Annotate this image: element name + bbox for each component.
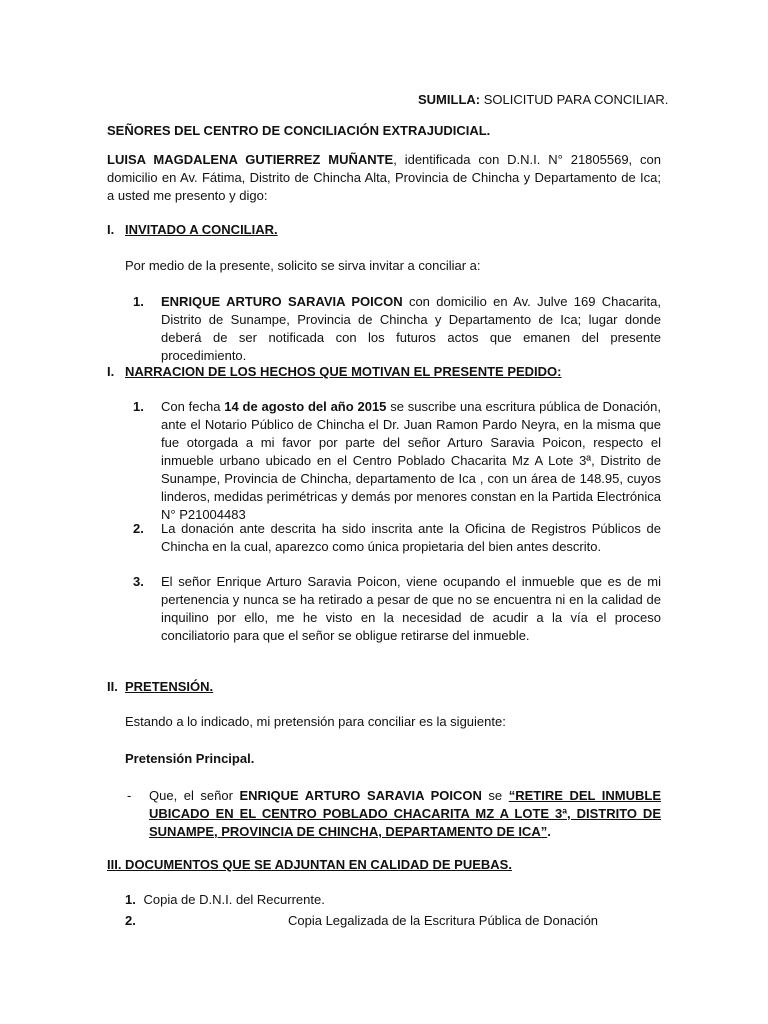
sumilla-text: SOLICITUD PARA CONCILIAR. — [480, 92, 669, 107]
fact-text-1 — [161, 398, 661, 524]
invitee-number: 1. — [133, 294, 144, 309]
fact-number-3: 3. — [133, 574, 144, 589]
invitee-text — [161, 293, 661, 365]
section4-title: III. DOCUMENTOS QUE SE ADJUNTAN EN CALIDAD DE PUEBAS. — [107, 857, 512, 872]
sumilla-label: SUMILLA: — [418, 92, 481, 107]
fact1-post: se suscribe una escritura pública de Donación, ante el Notario Público de Chincha el Dr. Juan Ramon Pardo Neyra, en la misma que fue otorgada a mi favor por parte del señor Arturo Saravia Poicon, respecto el inmueble urbano ubicado en el Centro Poblado Chacarita Mz A Lote 3ª, Distrito de Sunampe, Provincia de Chincha, departamento de Ica , con un área de 148.95, cuyos linderos, medidas perimétricas y demás por menores constan en la Partida Electrónica N° P21004483 — [161, 399, 661, 522]
fact-text-2: La donación ante descrita ha sido inscrita ante la Oficina de Registros Públicos de Chincha en la cual, aparezco como única propietaria del bien antes descrito. — [161, 521, 661, 554]
fact-number-2: 2. — [133, 521, 144, 536]
intro-paragraph — [107, 151, 661, 205]
section1-numeral: I. — [107, 222, 115, 237]
section1-title: INVITADO A CONCILIAR. — [125, 222, 278, 237]
document-item-2 — [125, 912, 625, 930]
section2-numeral: I. — [107, 364, 115, 379]
applicant-name: LUISA MAGDALENA GUTIERREZ MUÑANTE — [107, 152, 394, 167]
invitee-details: con domicilio en Av. Julve 169 Chacarita, Distrito de Sunampe, Provincia de Chincha y Departamento de Ica; lugar donde deberá de ser notificada con los futuros actos que emanen del presente procedimiento. — [161, 294, 661, 363]
claim-text — [149, 787, 661, 841]
claim-bullet: - — [127, 788, 132, 803]
claim-end: . — [547, 824, 551, 839]
document-item-1 — [125, 891, 625, 909]
intro-text: , identificada con D.N.I. N° 21805569, con domicilio en Av. Fátima, Distrito de Chincha Alta, Provincia de Chincha y Departamento de Ica; a usted me presento y digo: — [107, 152, 661, 203]
fact-text-3: El señor Enrique Arturo Saravia Poicon, viene ocupando el inmueble que es de mi pertenencia y nunca se ha retirado a pesar de que no se encuentra ni en la calidad de inquilino por ello, me he visto en la necesidad de acudir a la vía el proceso conciliatorio para que el señor se obligue retirarse del inmueble. — [161, 574, 661, 643]
fact-number-1: 1. — [133, 399, 144, 414]
document-number-2: 2. — [125, 913, 136, 928]
document-number-1: 1. — [125, 892, 136, 907]
fact1-pre: Con fecha — [161, 399, 225, 414]
section3-numeral: II. — [107, 679, 118, 694]
claim-quote: “RETIRE DEL INMUBLE UBICADO EN EL CENTRO POBLADO CHACARITA MZ A LOTE 3ª, DISTRITO DE SUNAMPE, PROVINCIA DE CHINCHA, DEPARTAMENTO DE ICA” — [149, 788, 662, 839]
claim-mid: se — [481, 788, 509, 803]
document-text-2: Copia Legalizada de la Escritura Pública de Donación — [288, 913, 599, 928]
invitee-name: ENRIQUE ARTURO SARAVIA POICON — [161, 294, 403, 309]
section1-lead: Por medio de la presente, solicito se sirva invitar a conciliar a: — [125, 258, 481, 273]
sumilla — [418, 91, 738, 109]
document-text-1: Copia de D.N.I. del Recurrente. — [143, 892, 325, 907]
claim-name: ENRIQUE ARTURO SARAVIA POICON — [239, 788, 482, 803]
section2-title: NARRACION DE LOS HECHOS QUE MOTIVAN EL PRESENTE PEDIDO: — [125, 364, 562, 379]
section3-lead: Estando a lo indicado, mi pretensión para conciliar es la siguiente: — [125, 714, 506, 729]
section3-subtitle: Pretensión Principal. — [125, 751, 255, 766]
addressee: SEÑORES DEL CENTRO DE CONCILIACIÓN EXTRAJUDICIAL. — [107, 123, 491, 138]
claim-pre: Que, el señor — [149, 788, 240, 803]
donation-date: 14 de agosto del año 2015 — [224, 399, 387, 414]
section3-title: PRETENSIÓN. — [125, 679, 214, 694]
